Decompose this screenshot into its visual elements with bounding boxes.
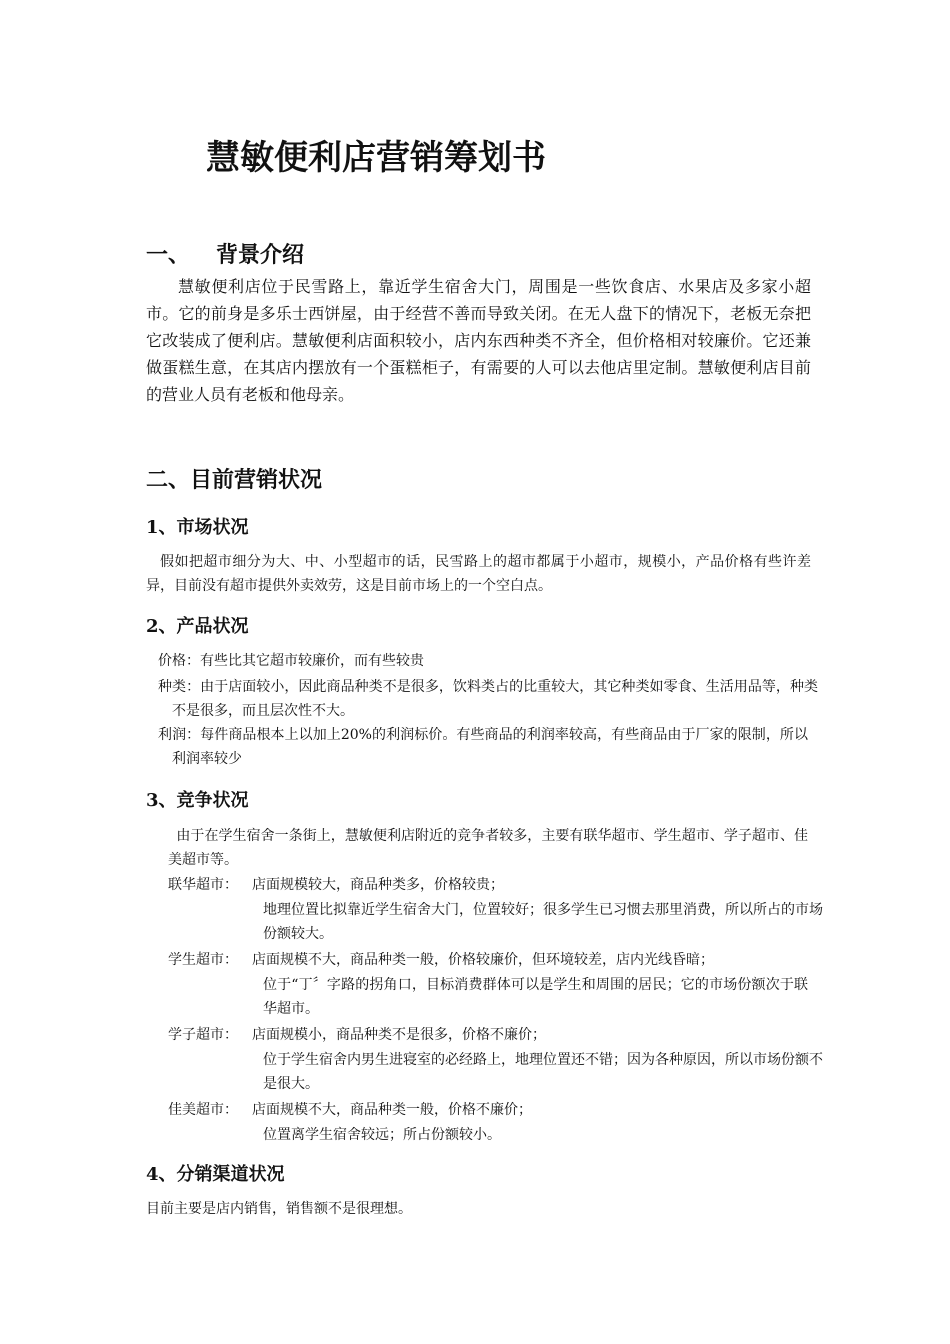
competitor-location: 位置离学生宿舍较远；所占份额较小。 [263,1127,501,1143]
competitor-detail: 店面规模不大，商品种类一般，价格较廉价，但环境较差，店内光线昏暗； [252,952,714,968]
product-category-item: 种类：由于店面较小，因此商品种类不是很多，饮料类占的比重较大，其它种类如零食、生活用品等，种类不是很多，而且层次性不大。 [158,679,818,719]
competitor-name: 学生超市： [168,952,238,968]
subheading-market-status: 1、市场状况 [146,517,249,538]
subheading-distribution-status: 4、分销渠道状况 [146,1164,285,1185]
section-heading-marketing-status: 二、目前营销状况 [146,467,323,493]
competitor-detail: 店面规模不大，商品种类一般，价格不廉价； [252,1102,532,1118]
competitor-detail: 店面规模小，商品种类不是很多，价格不廉价； [252,1027,546,1043]
distribution-paragraph: 目前主要是店内销售，销售额不是很理想。 [146,1201,412,1217]
product-profit-item: 利润：每件商品根本上以加上20%的利润标价。有些商品的利润率较高，有些商品由于厂家的限制，所以利润率较少 [158,727,808,767]
competitor-name: 佳美超市： [168,1102,238,1118]
section-title: 背景介绍 [216,242,305,268]
background-paragraph: 慧敏便利店位于民雪路上，靠近学生宿舍大门，周围是一些饮食店、水果店及多家小超市。它的前身是多乐士西饼屋，由于经营不善而导致关闭。在无人盘下的情况下，老板无奈把它改装成了便利店。慧敏便利店面积较小，店内东西种类不齐全，但价格相对较廉价。它还兼做蛋糕生意，在其店内摆放有一个蛋糕柜子，有需要的人可以去他店里定制。慧敏便利店目前的营业人员有老板和他母亲。 [146,277,811,404]
section-number: 一、 [146,242,191,268]
competitor-name: 学子超市： [168,1027,238,1043]
competitor-name: 联华超市： [168,877,238,893]
subheading-product-status: 2、产品状况 [146,616,249,637]
document-title: 慧敏便利店营销筹划书 [206,138,546,178]
competitor-location: 位于“丁〞字路的拐角口，目标消费群体可以是学生和周围的居民；它的市场份额次于联华超市。 [263,977,808,1017]
competition-intro-paragraph: 由于在学生宿舍一条街上，慧敏便利店附近的竞争者较多，主要有联华超市、学生超市、学子超市、佳美超市等。 [168,828,808,868]
competitor-location: 地理位置比拟靠近学生宿舍大门，位置较好；很多学生已习惯去那里消费，所以所占的市场份额较大。 [263,902,823,942]
product-price-item: 价格：有些比其它超市较廉价，而有些较贵 [158,653,424,669]
section-heading-background [146,238,304,269]
subheading-competition-status: 3、竞争状况 [146,790,249,811]
market-status-paragraph: 假如把超市细分为大、中、小型超市的话，民雪路上的超市都属于小超市，规模小，产品价格有些许差异，目前没有超市提供外卖效劳，这是目前市场上的一个空白点。 [146,554,811,594]
competitor-detail: 店面规模较大，商品种类多，价格较贵； [252,877,504,893]
competitor-location: 位于学生宿舍内男生进寝室的必经路上，地理位置还不错；因为各种原因，所以市场份额不是很大。 [263,1052,823,1092]
